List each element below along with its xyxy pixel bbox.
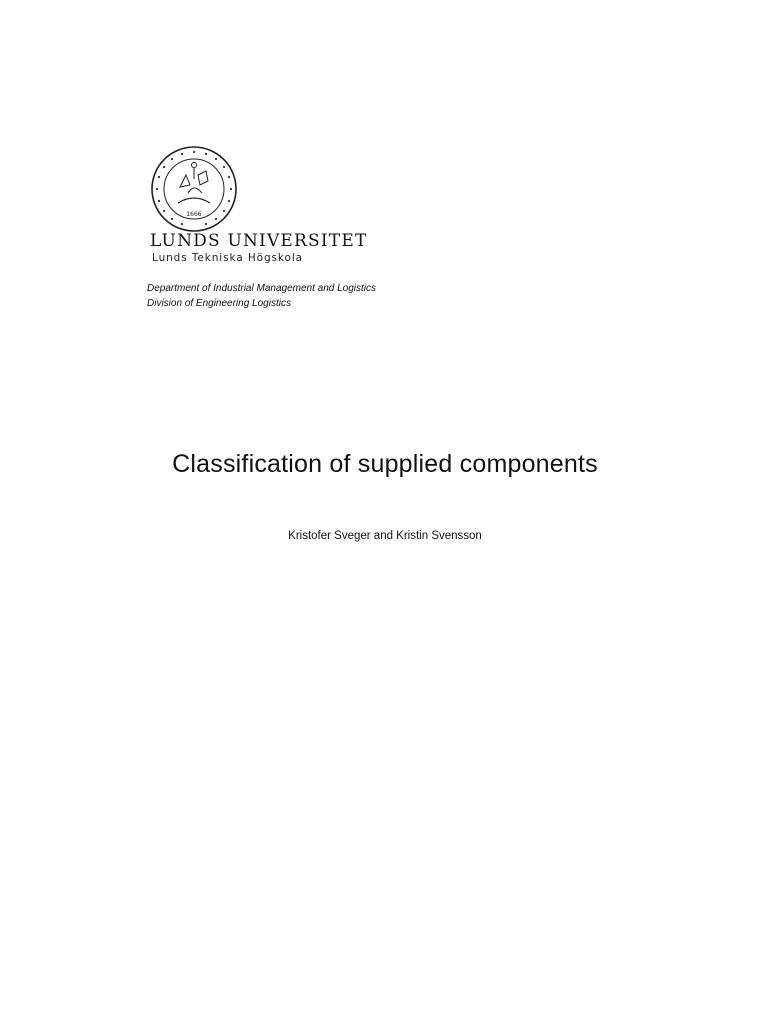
university-name: LUNDS UNIVERSITET bbox=[150, 231, 368, 251]
faculty-name: Lunds Tekniska Högskola bbox=[152, 252, 303, 264]
university-seal-icon bbox=[150, 145, 238, 233]
department-line: Department of Industrial Management and Logistics bbox=[147, 283, 377, 294]
svg-text:1666: 1666 bbox=[186, 211, 202, 218]
division-line: Division of Engineering Logistics bbox=[147, 298, 291, 309]
document-title: Classification of supplied components bbox=[172, 450, 598, 478]
author-line: Kristofer Sveger and Kristin Svensson bbox=[288, 530, 482, 542]
